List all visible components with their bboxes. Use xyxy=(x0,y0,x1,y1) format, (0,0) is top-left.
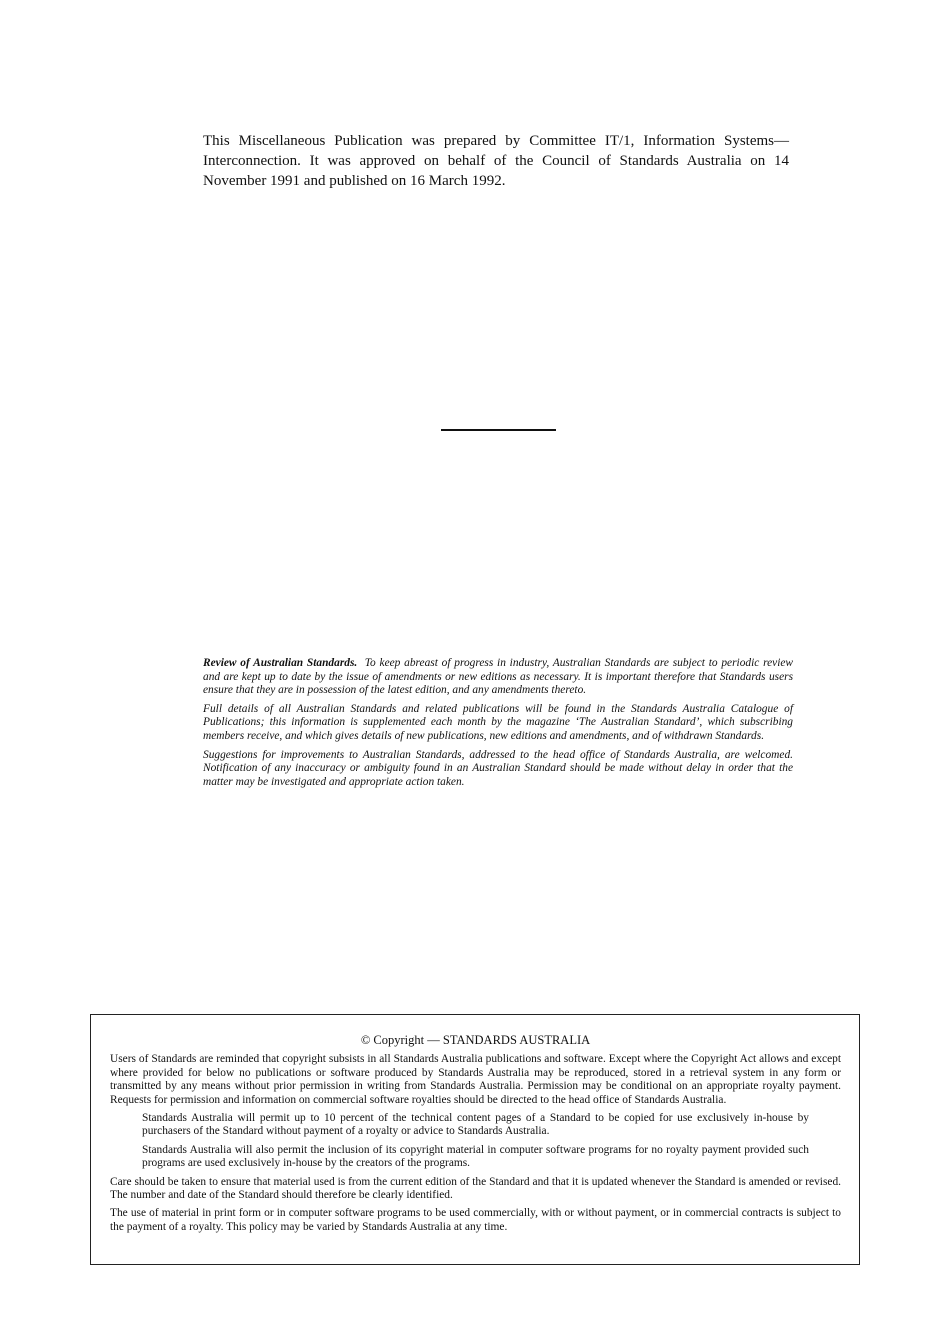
review-heading: Review of Australian Standards. xyxy=(203,657,358,669)
copyright-paragraph-4: Care should be taken to ensure that material used is from the current edition of the Standard and that it is updated whenever the Standard is amended or revised. The number and date of the Standard should therefore be clearly identified. xyxy=(110,1175,841,1202)
review-paragraph-1 xyxy=(203,657,793,698)
review-paragraph-1-text: To keep abreast of progress in industry, Australian Standards are subject to periodic review and are kept up to date by the issue of amendments or new editions as necessary. It is important therefore that Standards users ensure that they are in possession of the latest edition, and any amendments thereto. xyxy=(203,657,794,697)
review-paragraph-3: Suggestions for improvements to Australian Standards, addressed to the head office of Standards Australia, are welcomed. Notification of any inaccuracy or ambiguity found in an Australian Standard should be made without delay in order that the matter may be investigated and appropriate action taken. xyxy=(203,748,793,788)
copyright-notice-box xyxy=(90,1014,860,1265)
review-notice xyxy=(203,657,793,794)
copyright-paragraph-5: The use of material in print form or in computer software programs to be used commercially, with or without payment, or in commercial contracts is subject to the payment of a royalty. This policy may be varied by Standards Australia at any time. xyxy=(110,1207,841,1233)
review-paragraph-2: Full details of all Australian Standards and related publications will be found in the Standards Australia Catalogue of Publications; this information is supplemented each month by the magazine ‘The Australian Standard’, which subscribing members receive, and which gives details of new publications, new editions and amendments, and of withdrawn Standards. xyxy=(203,702,793,742)
copyright-paragraph-1: Users of Standards are reminded that copyright subsists in all Standards Australia publications and software. Except where the Copyright Act allows and except where provided for below no publications or software produced by Standards Australia may be reproduced, stored in a retrieval system in any form or transmitted by any means without prior permission in writing from Standards Australia. Permission may be conditional on an appropriate royalty payment. Requests for permission and information on commercial software royalties should be directed to the head office of Standards Australia. xyxy=(110,1053,841,1106)
copyright-paragraph-3: Standards Australia will also permit the inclusion of its copyright material in computer software programs for no royalty payment provided such programs are used exclusively in-house by the creators of the programs. xyxy=(142,1143,809,1170)
copyright-title: © Copyright — STANDARDS AUSTRALIA xyxy=(360,1033,591,1047)
section-divider xyxy=(441,429,556,431)
copyright-paragraph-2: Standards Australia will permit up to 10 percent of the technical content pages of a Standard to be copied for use exclusively in-house by purchasers of the Standard without payment of a royalty or advice to Standards Australia. xyxy=(142,1112,809,1138)
publication-statement: This Miscellaneous Publication was prepared by Committee IT/1, Information Systems—Interconnection. It was approved on behalf of the Council of Standards Australia on 14 November 1991 and published on 16 March 1992. xyxy=(203,133,789,189)
